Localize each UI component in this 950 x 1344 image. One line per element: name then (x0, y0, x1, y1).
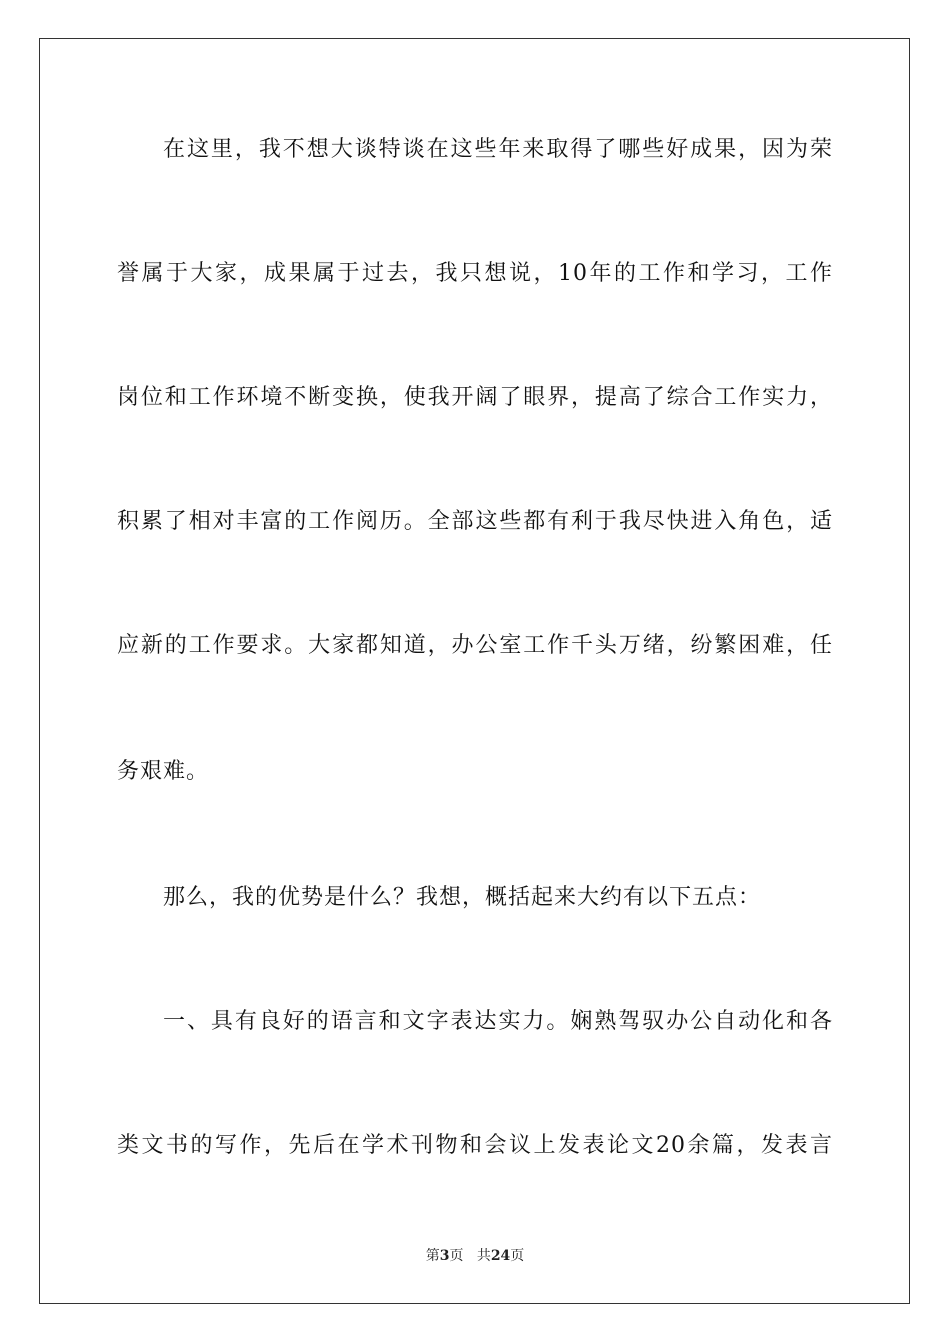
footer-page-prefix: 第 (425, 1248, 440, 1264)
paragraph-1-line-5: 应新的工作要求。大家都知道，办公室工作千头万绪，纷繁困难，任 (117, 633, 833, 658)
footer-page-suffix: 页 (449, 1248, 464, 1264)
page-footer (0, 1246, 950, 1266)
footer-page-number: 3 (439, 1248, 450, 1264)
paragraph-1-line-2: 誉属于大家，成果属于过去，我只想说，10年的工作和学习，工作 (117, 261, 833, 286)
paragraph-1-line-6: 务艰难。 (117, 759, 210, 784)
footer-total-prefix: 共 (476, 1248, 491, 1264)
footer-total-pages: 24 (490, 1248, 511, 1264)
paragraph-3-line-2: 类文书的写作，先后在学术刊物和会议上发表论文20余篇，发表言 (117, 1133, 833, 1158)
paragraph-1-line-1: 在这里，我不想大谈特谈在这些年来取得了哪些好成果，因为荣 (163, 137, 833, 162)
paragraph-3-line-1: 一、具有良好的语言和文字表达实力。娴熟驾驭办公自动化和各 (163, 1009, 833, 1034)
footer-total-suffix: 页 (510, 1248, 525, 1264)
paragraph-1-line-4: 积累了相对丰富的工作阅历。全部这些都有利于我尽快进入角色，适 (117, 509, 833, 534)
paragraph-1-line-3: 岗位和工作环境不断变换，使我开阔了眼界，提高了综合工作实力， (117, 385, 833, 410)
paragraph-2-line-1: 那么，我的优势是什么？我想，概括起来大约有以下五点： (163, 885, 762, 910)
page-border (39, 38, 910, 1304)
